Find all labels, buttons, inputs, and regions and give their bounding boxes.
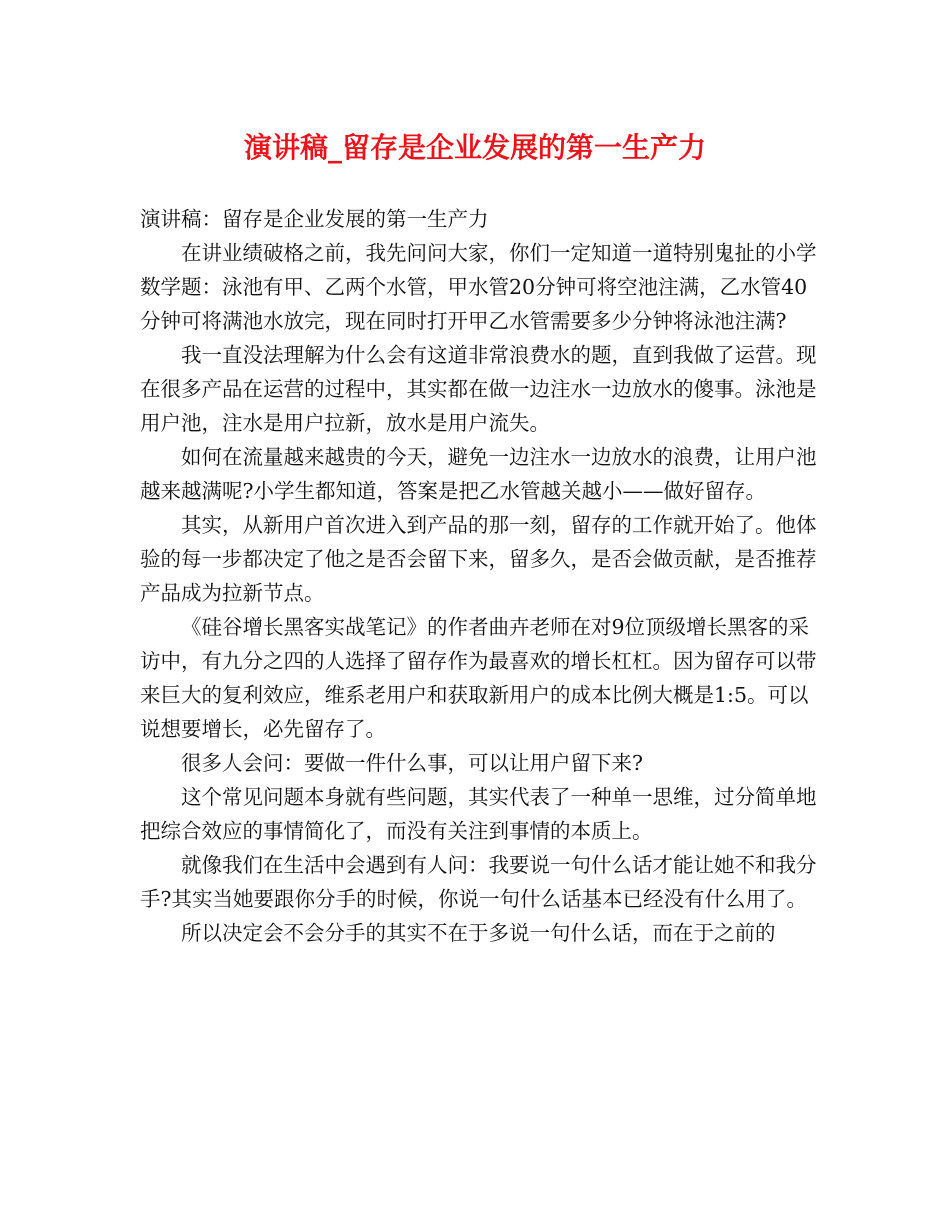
paragraph-4: 其实，从新用户首次进入到产品的那一刻，留存的工作就开始了。他体验的每一步都决定了他之是否会留下来，留多久，是否会做贡献，是否推荐产品成为拉新节点。 [140,513,817,605]
document-title: 演讲稿_留存是企业发展的第一生产力 [243,131,706,164]
document-subtitle: 演讲稿：留存是企业发展的第一生产力 [140,207,489,231]
paragraph-1: 在讲业绩破格之前，我先问问大家，你们一定知道一道特别鬼扯的小学数学题：泳池有甲、乙两个水管，甲水管20分钟可将空池注满，乙水管40分钟可将满池水放完，现在同时打开甲乙水管需要多少分钟将泳池注满? [140,241,817,333]
paragraph-9: 所以决定会不会分手的其实不在于多说一句什么话，而在于之前的 [181,921,776,945]
paragraph-3: 如何在流量越来越贵的今天，避免一边注水一边放水的浪费，让用户池越来越满呢?小学生都知道，答案是把乙水管越关越小——做好留存。 [140,445,817,503]
paragraph-2: 我一直没法理解为什么会有这道非常浪费水的题，直到我做了运营。现在很多产品在运营的过程中，其实都在做一边注水一边放水的傻事。泳池是用户池，注水是用户拉新，放水是用户流失。 [140,343,817,435]
paragraph-8: 就像我们在生活中会遇到有人问：我要说一句什么话才能让她不和我分手?其实当她要跟你分手的时候，你说一句什么话基本已经没有什么用了。 [140,853,817,911]
paragraph-6: 很多人会问：要做一件什么事，可以让用户留下来? [181,751,643,775]
paragraph-7: 这个常见问题本身就有些问题，其实代表了一种单一思维，过分简单地把综合效应的事情简化了，而没有关注到事情的本质上。 [140,785,817,843]
document-body [140,202,820,950]
paragraph-5: 《硅谷增长黑客实战笔记》的作者曲卉老师在对9位顶级增长黑客的采访中，有九分之四的人选择了留存作为最喜欢的增长杠杠。因为留存可以带来巨大的复利效应，维系老用户和获取新用户的成本比例大概是1:5。可以说想要增长，必先留存了。 [140,615,817,741]
